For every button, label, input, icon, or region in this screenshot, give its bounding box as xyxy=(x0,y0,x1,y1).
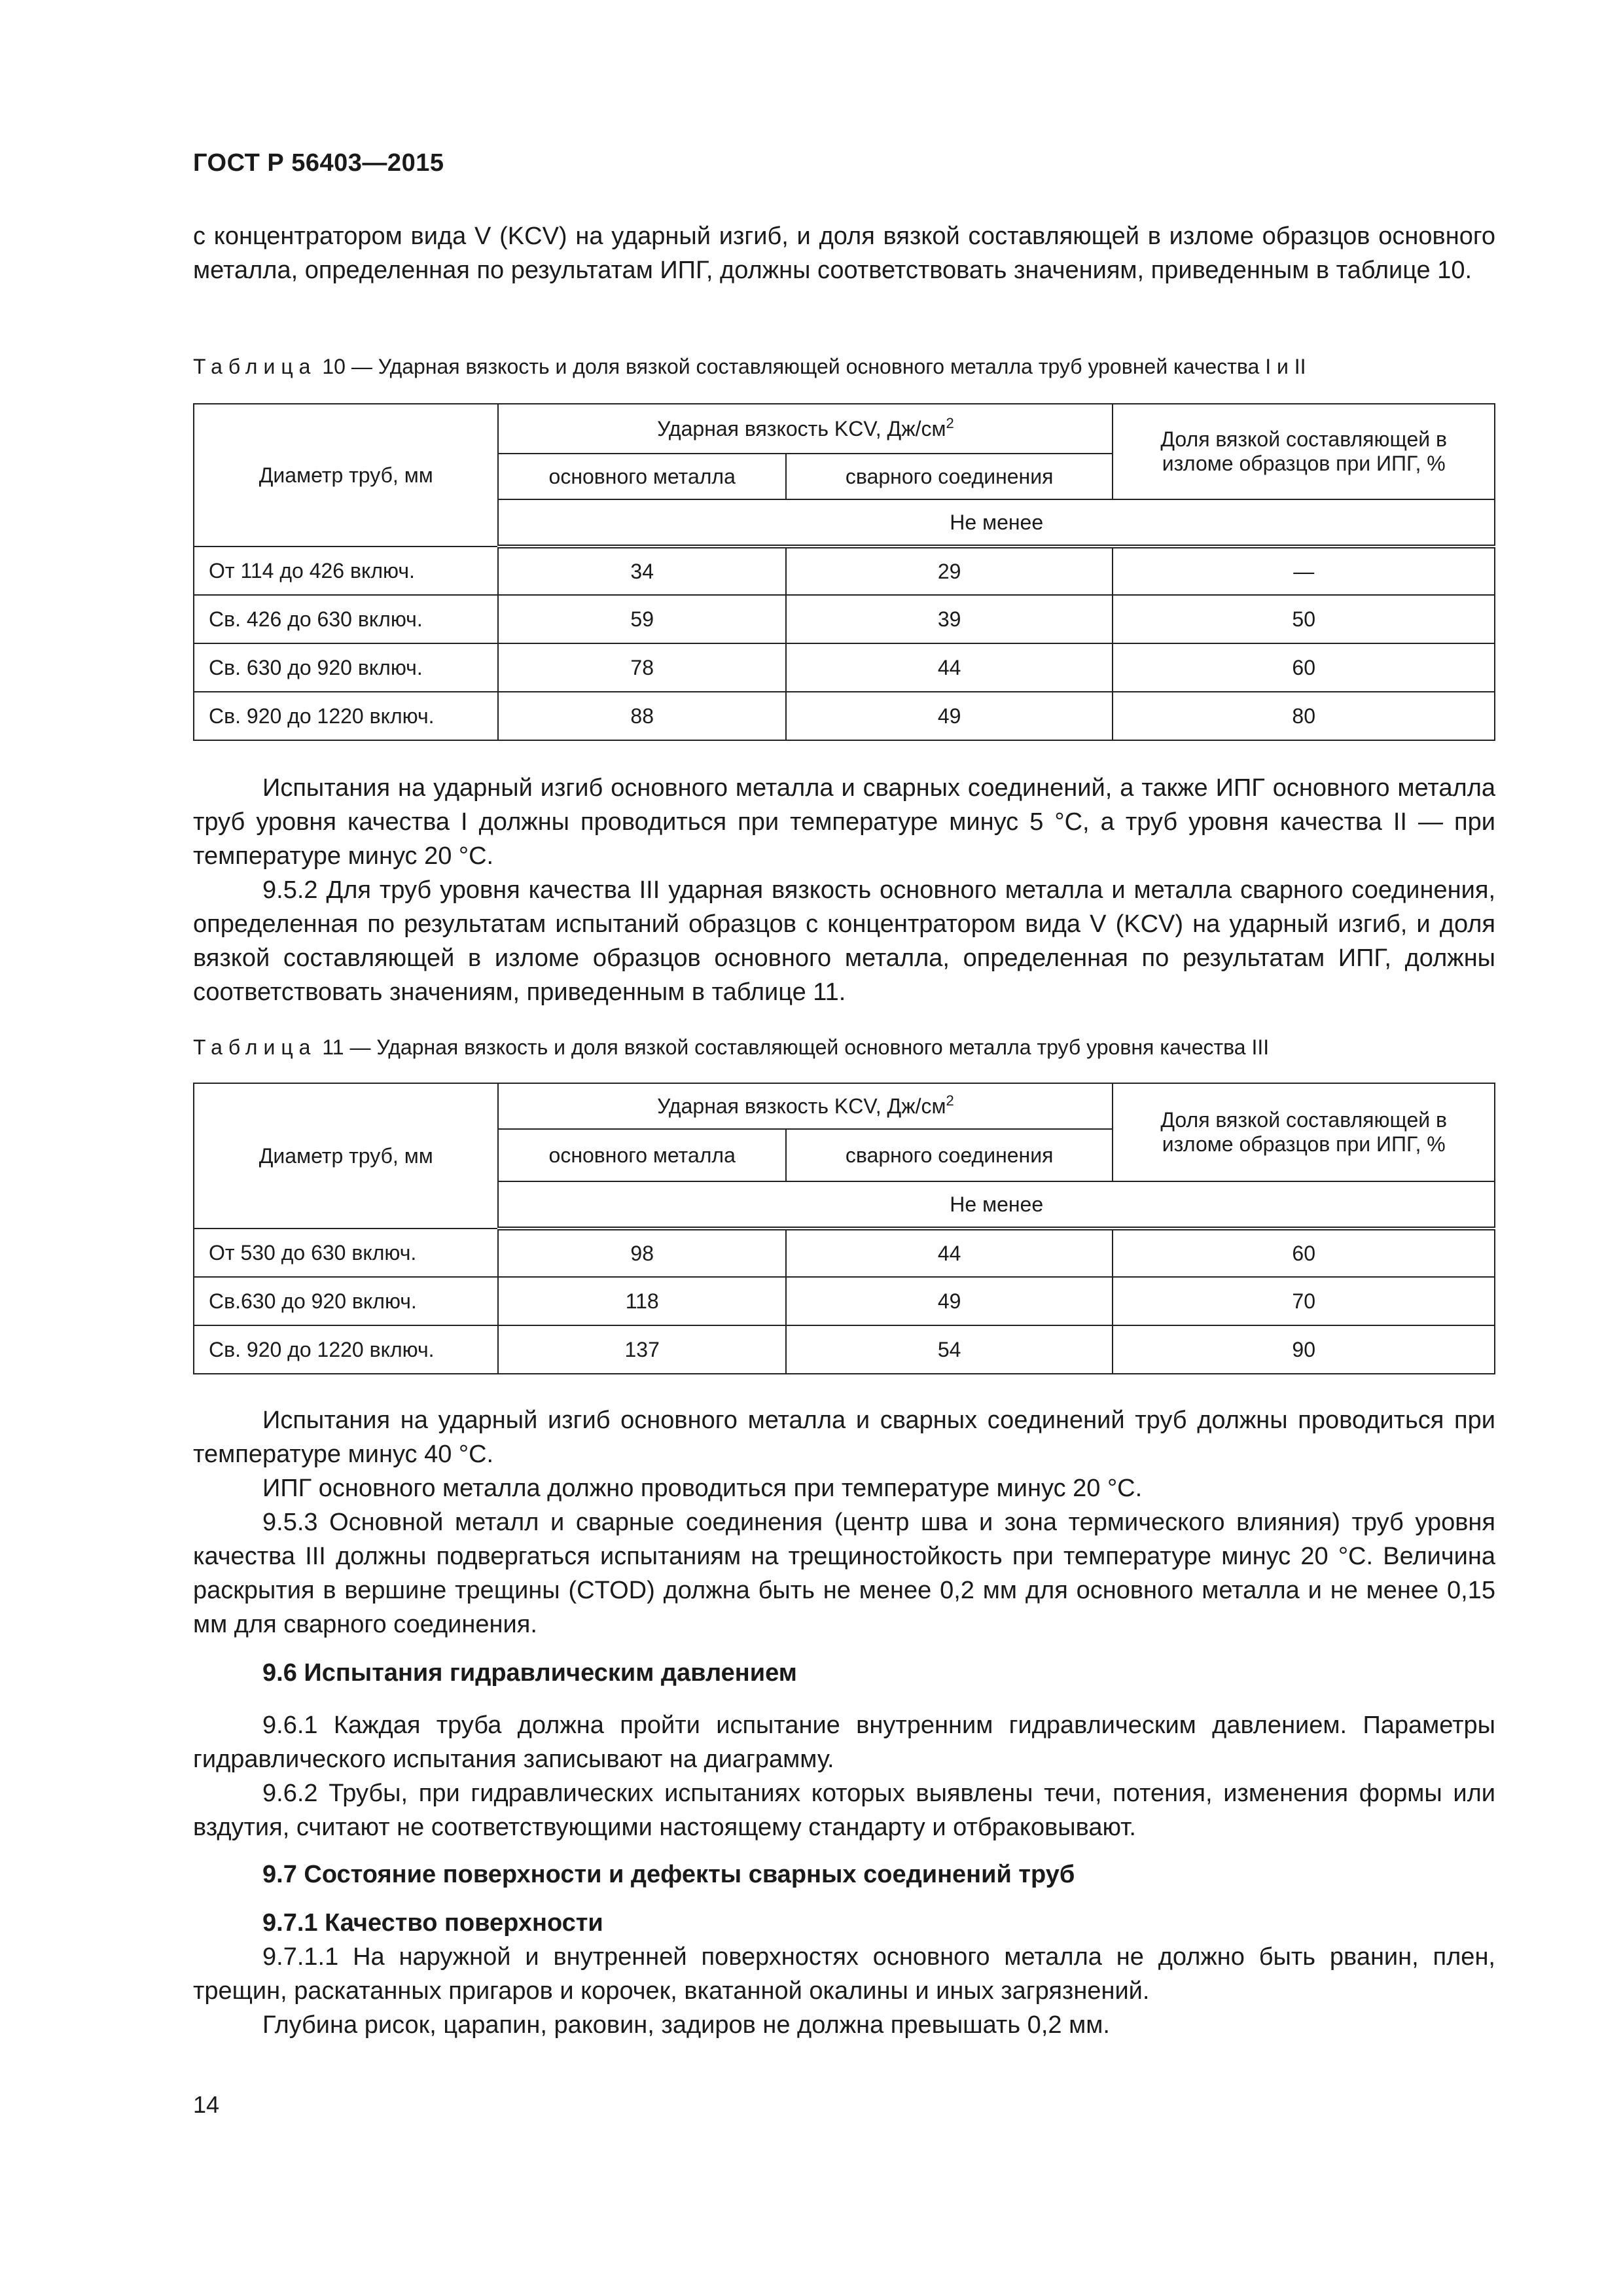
table10-header-impact-text: Ударная вязкость KCV, Дж/см xyxy=(657,416,946,440)
table10-header-weld: сварного соединения xyxy=(786,454,1113,499)
table10-cell-base: 59 xyxy=(498,595,786,643)
table11-cell-share: 90 xyxy=(1113,1325,1495,1374)
table-row xyxy=(194,643,1495,692)
table-row xyxy=(194,692,1495,740)
table10-cell-weld: 39 xyxy=(786,595,1113,643)
table10 xyxy=(193,403,1495,741)
table10-header-share: Доля вязкой составляющей в изломе образцов при ИПГ, % xyxy=(1113,404,1495,499)
table-row xyxy=(194,1229,1495,1277)
table11-cell-weld: 44 xyxy=(786,1229,1113,1277)
table10-cell-share: 50 xyxy=(1113,595,1495,643)
paragraph-after-table10: Испытания на ударный изгиб основного металла и сварных соединений, а также ИПГ основного металла труб уровня качества I должны проводиться при температуре минус 5 °С, а труб уровня качества II — при температуре минус 20 °С. xyxy=(193,774,1495,870)
table10-caption-label: Таблица xyxy=(193,355,317,378)
table-row xyxy=(194,547,1495,595)
table11-cell-weld: 49 xyxy=(786,1277,1113,1325)
table10-cell-base: 34 xyxy=(498,547,786,595)
paragraph-9-6-2: 9.6.2 Трубы, при гидравлических испытаниях которых выявлены течи, потения, изменения формы или вздутия, считают не соответствующими настоящему стандарту и отбраковывают. xyxy=(193,1780,1495,1841)
table10-cell-base: 78 xyxy=(498,643,786,692)
paragraph-9-6-1: 9.6.1 Каждая труба должна пройти испытание внутренним гидравлическим давлением. Параметры гидравлического испытания записывают на диаграмму. xyxy=(193,1712,1495,1773)
table11-cell-share: 60 xyxy=(1113,1229,1495,1277)
intro-paragraph: с концентратором вида V (KCV) на ударный изгиб, и доля вязкой составляющей в изломе образцов основного металла, определенная по результатам ИПГ, должны соответствовать значениям, приведенным в таблице 10. xyxy=(193,223,1495,284)
table10-header-diameter: Диаметр труб, мм xyxy=(194,404,498,547)
table-row xyxy=(194,1325,1495,1374)
table11-cell-weld: 54 xyxy=(786,1325,1113,1374)
paragraph-9-5-2: 9.5.2 Для труб уровня качества III ударная вязкость основного металла и металла сварного соединения, определенная по результатам испытаний образцов с концентратором вида V (KCV) на ударный изгиб, и доля вязкой составляющей в изломе образцов основного металла, определенная по результатам ИПГ, должны соответствовать значениям, приведенным в таблице 11. xyxy=(193,876,1495,1006)
heading-9-6: 9.6 Испытания гидравлическим давлением xyxy=(262,1659,797,1687)
table11-cell-diameter: Св.630 до 920 включ. xyxy=(194,1277,498,1325)
table11-header-share: Доля вязкой составляющей в изломе образцов при ИПГ, % xyxy=(1113,1083,1495,1181)
heading-9-7: 9.7 Состояние поверхности и дефекты сварных соединений труб xyxy=(262,1861,1075,1888)
table11-caption xyxy=(193,1034,1495,1060)
table10-cell-share: 80 xyxy=(1113,692,1495,740)
table10-cell-diameter: Св. 426 до 630 включ. xyxy=(194,595,498,643)
table10-cell-weld: 44 xyxy=(786,643,1113,692)
table10-cell-share: — xyxy=(1113,547,1495,595)
table10-header-impact-sup: 2 xyxy=(946,414,954,431)
table-row xyxy=(194,1277,1495,1325)
table10-header-impact xyxy=(498,404,1113,454)
table11-header-impact xyxy=(498,1083,1113,1129)
paragraph-after-table11: Испытания на ударный изгиб основного металла и сварных соединений труб должны проводиться при температуре минус 40 °С. xyxy=(193,1407,1495,1468)
table11-header-diameter: Диаметр труб, мм xyxy=(194,1083,498,1229)
table11 xyxy=(193,1083,1495,1374)
paragraph-9-7-1-1: 9.7.1.1 На наружной и внутренней поверхностях основного металла не должно быть рванин, плен, трещин, раскатанных пригаров и корочек, вкатанной окалины и иных загрязнений. xyxy=(193,1943,1495,2005)
table11-header-not-less: Не менее xyxy=(498,1181,1495,1229)
heading-9-7-1: 9.7.1 Качество поверхности xyxy=(262,1909,603,1937)
page-number: 14 xyxy=(193,2091,220,2118)
table10-cell-weld: 49 xyxy=(786,692,1113,740)
table10-cell-diameter: От 114 до 426 включ. xyxy=(194,547,498,595)
table10-header-base: основного металла xyxy=(498,454,786,499)
table10-caption-text: 10 — Ударная вязкость и доля вязкой составляющей основного металла труб уровней качества I и II xyxy=(316,355,1306,378)
table11-cell-base: 118 xyxy=(498,1277,786,1325)
table11-cell-base: 137 xyxy=(498,1325,786,1374)
table11-header-weld: сварного соединения xyxy=(786,1129,1113,1181)
table11-cell-share: 70 xyxy=(1113,1277,1495,1325)
table10-cell-diameter: Св. 630 до 920 включ. xyxy=(194,643,498,692)
table11-cell-base: 98 xyxy=(498,1229,786,1277)
table11-header-impact-text: Ударная вязкость KCV, Дж/см xyxy=(657,1094,946,1118)
table10-cell-weld: 29 xyxy=(786,547,1113,595)
table10-header-not-less: Не менее xyxy=(498,499,1495,547)
table10-cell-share: 60 xyxy=(1113,643,1495,692)
paragraph-depth: Глубина рисок, царапин, раковин, задиров не должна превышать 0,2 мм. xyxy=(262,2011,1110,2039)
paragraph-ipg: ИПГ основного металла должно проводиться при температуре минус 20 °С. xyxy=(262,1475,1143,1502)
table11-cell-diameter: От 530 до 630 включ. xyxy=(194,1229,498,1277)
table-row xyxy=(194,595,1495,643)
table11-header-base: основного металла xyxy=(498,1129,786,1181)
paragraph-9-5-3: 9.5.3 Основной металл и сварные соединения (центр шва и зона термического влияния) труб уровня качества III должны подвергаться испытаниям на трещиностойкость при температуре минус 20 °С. Величина раскрытия в вершине трещины (CTOD) должна быть не менее 0,2 мм для основного металла и не менее 0,15 мм для сварного соединения. xyxy=(193,1509,1495,1638)
table11-caption-label: Таблица xyxy=(193,1035,317,1059)
table10-cell-base: 88 xyxy=(498,692,786,740)
table11-cell-diameter: Св. 920 до 1220 включ. xyxy=(194,1325,498,1374)
table11-header-impact-sup: 2 xyxy=(946,1092,954,1109)
table11-caption-text: 11 — Ударная вязкость и доля вязкой составляющей основного металла труб уровня качества III xyxy=(316,1035,1270,1059)
document-header: ГОСТ Р 56403—2015 xyxy=(193,149,444,177)
document-page xyxy=(193,0,1495,2296)
table10-caption xyxy=(193,353,1495,380)
table10-cell-diameter: Св. 920 до 1220 включ. xyxy=(194,692,498,740)
